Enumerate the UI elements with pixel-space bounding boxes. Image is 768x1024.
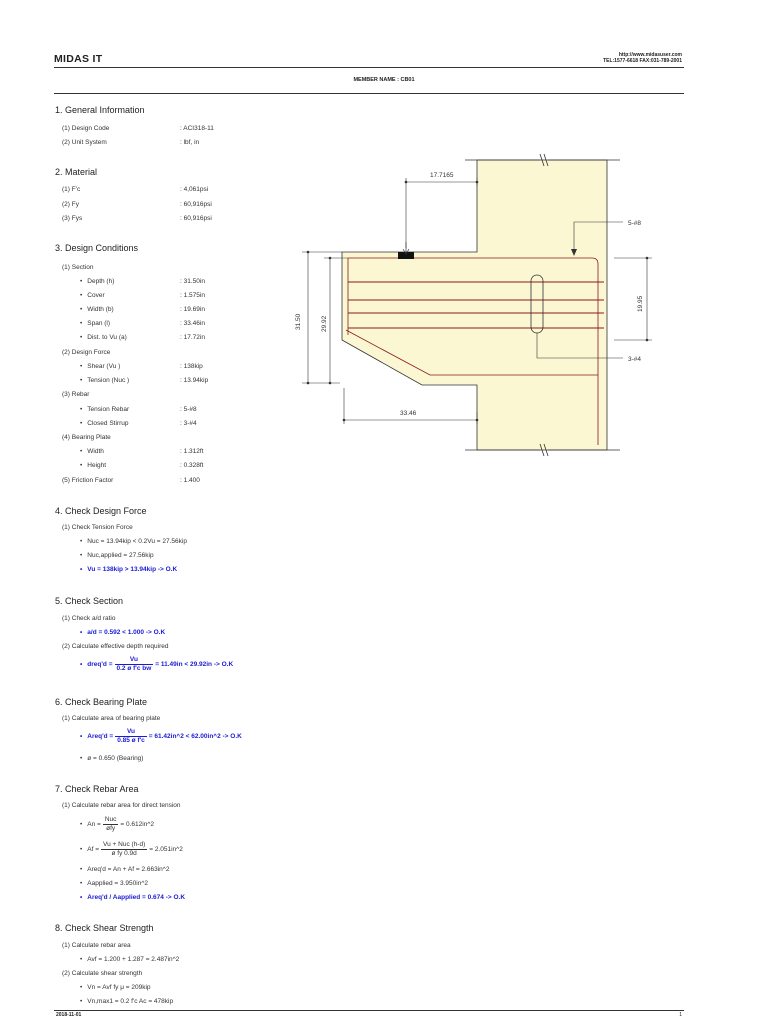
section-material-title: 2. Material (55, 167, 98, 177)
contact-info (603, 52, 682, 64)
website-url: http://www.midasuser.com (618, 52, 682, 58)
footer-date: 2018-11-01 (56, 1012, 82, 1018)
section-design-conditions-title: 3. Design Conditions (55, 243, 139, 253)
dim-a-tick-left (405, 181, 408, 184)
section-check-section-title: 5. Check Section (55, 596, 124, 606)
section-shear-strength-title: 8. Check Shear Strength (55, 923, 154, 933)
dim-side-tick-top (646, 257, 649, 260)
dim-d-tick-bottom (329, 382, 332, 385)
dim-a-label: 17.7165 (430, 172, 454, 179)
section-rebar-area-title: 7. Check Rebar Area (55, 784, 139, 794)
dim-d-label: 29.92 (321, 315, 328, 332)
member-name: MEMBER NAME : CB01 (353, 77, 415, 83)
rebar-label: 5-#8 (628, 220, 642, 227)
title-divider (54, 93, 684, 94)
corbel-drawing (280, 150, 660, 460)
footer-divider (54, 1010, 684, 1011)
corbel-concrete (342, 160, 607, 450)
dim-h-label: 31.50 (295, 313, 302, 330)
dim-side-label: 19.95 (637, 295, 644, 312)
company-logo: MIDAS IT (54, 53, 103, 65)
dim-a-tick-right (476, 181, 479, 184)
section-bearing-plate-title: 6. Check Bearing Plate (55, 697, 148, 707)
header-divider (54, 67, 684, 68)
dim-h-tick-bottom (307, 382, 310, 385)
dim-span-label: 33.46 (400, 410, 417, 417)
section-check-design-force-title: 4. Check Design Force (55, 506, 147, 516)
dim-d-tick-top (329, 257, 332, 260)
dim-span-tick-left (343, 419, 346, 422)
stirrup-label: 3-#4 (628, 356, 642, 363)
dim-span-tick-right (476, 419, 479, 422)
dim-h-tick-top (307, 251, 310, 254)
page-number: 1 (679, 1012, 682, 1018)
section-general-title: 1. General Information (55, 105, 145, 115)
dim-side-tick-bottom (646, 339, 649, 342)
phone-fax: TEL:1577-6618 FAX:031-789-2001 (603, 58, 682, 64)
